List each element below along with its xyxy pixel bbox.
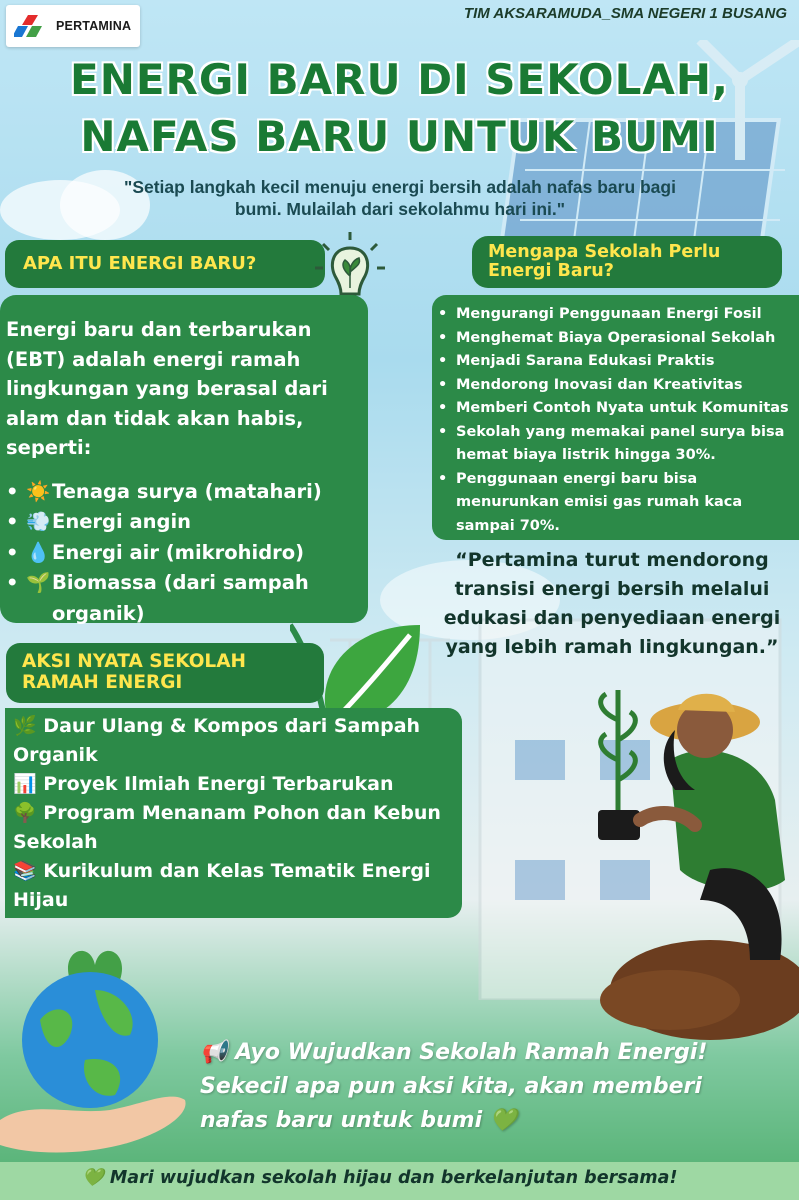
ebt-section-body — [0, 295, 368, 623]
cta-line3: nafas baru untuk bumi — [200, 1108, 483, 1133]
footer-text-row — [82, 1168, 677, 1188]
girl-planting-illustration — [560, 660, 799, 1040]
pertamina-logo — [6, 5, 140, 47]
aksi-header-line1: AKSI NYATA SEKOLAH — [22, 651, 247, 672]
sun-icon: ☀️ — [26, 479, 51, 503]
heart-icon: 💚 — [489, 1108, 518, 1133]
herb-icon: 🌿 — [13, 715, 37, 737]
bar-chart-icon: 📊 — [13, 773, 37, 795]
list-item: • Menghemat Biaya Operasional Sekolah — [438, 329, 776, 346]
list-item: • Sekolah yang memakai panel surya bisa hemat biaya listrik hingga 30%. — [438, 423, 785, 463]
pertamina-logo-icon — [14, 13, 50, 39]
why-section-header: Mengapa Sekolah Perlu Energi Baru? — [472, 236, 782, 288]
aksi-section-header — [6, 643, 324, 703]
list-item: • 💧 Energi air (mikrohidro) — [6, 538, 362, 569]
ebt-section-header: APA ITU ENERGI BARU? — [5, 240, 325, 288]
list-item: • ☀️ Tenaga surya (matahari) — [6, 477, 362, 508]
heart-icon: 💚 — [82, 1168, 104, 1188]
list-item: • Penggunaan energi baru bisa menurunkan emisi gas rumah kaca sampai 70%. — [438, 470, 743, 534]
list-item: 📊 Proyek Ilmiah Energi Terbarukan — [13, 773, 394, 795]
call-to-action — [200, 1036, 790, 1138]
list-item: • Menjadi Sarana Edukasi Praktis — [438, 353, 715, 369]
sprout-icon: 🌱 — [26, 571, 51, 594]
list-item: • Memberi Contoh Nyata untuk Komunitas — [438, 400, 789, 416]
cta-line2: Sekecil apa pun aksi kita, akan memberi — [200, 1074, 702, 1099]
list-item: 🌳 Program Menanam Pohon dan Kebun Sekolah — [13, 802, 441, 853]
team-name: TIM AKSARAMUDA_SMA NEGERI 1 BUSANG — [463, 5, 787, 22]
globe-hand-illustration — [0, 940, 195, 1165]
megaphone-icon: 📢 — [200, 1040, 228, 1065]
aksi-section-body — [5, 708, 462, 918]
pertamina-quote: “Pertamina turut mendorong transisi energi bersih melalui edukasi dan penyediaan energi yang lebih ramah lingkungan.” — [443, 549, 781, 658]
intro-quote: "Setiap langkah kecil menuju energi bersih adalah nafas baru bagi bumi. Mulailah dari sekolahmu hari ini." — [124, 177, 676, 219]
droplet-icon: 💧 — [26, 540, 51, 564]
logo-text: PERTAMINA — [56, 19, 132, 33]
page-title-line2: NAFAS BARU UNTUK BUMI — [80, 112, 719, 161]
list-item: 📚 Kurikulum dan Kelas Tematik Energi Hijau — [13, 860, 431, 911]
footer-text: Mari wujudkan sekolah hijau dan berkelanjutan bersama! — [109, 1168, 678, 1188]
list-item: 🌿 Daur Ulang & Kompos dari Sampah Organik — [13, 715, 421, 766]
aksi-header-line2: RAMAH ENERGI — [22, 672, 183, 693]
ebt-list — [6, 477, 362, 630]
list-item: • 💨 Energi angin — [6, 507, 362, 538]
why-list — [438, 303, 799, 538]
wind-icon: 💨 — [26, 510, 51, 533]
page-title-line1: ENERGI BARU DI SEKOLAH, — [70, 55, 729, 104]
why-section-body — [432, 295, 799, 540]
tree-icon: 🌳 — [13, 802, 37, 824]
cta-line1: Ayo Wujudkan Sekolah Ramah Energi! — [235, 1040, 708, 1065]
books-icon: 📚 — [13, 860, 37, 882]
list-item: • Mendorong Inovasi dan Kreativitas — [438, 376, 743, 393]
ebt-intro-text: Energi baru dan terbarukan (EBT) adalah energi ramah lingkungan yang berasal dari alam dan tidak akan habis, seperti: — [6, 318, 328, 459]
list-item: • 🌱 Biomassa (dari sampah organik) — [6, 568, 362, 629]
list-item: • Mengurangi Penggunaan Energi Fosil — [438, 306, 762, 322]
